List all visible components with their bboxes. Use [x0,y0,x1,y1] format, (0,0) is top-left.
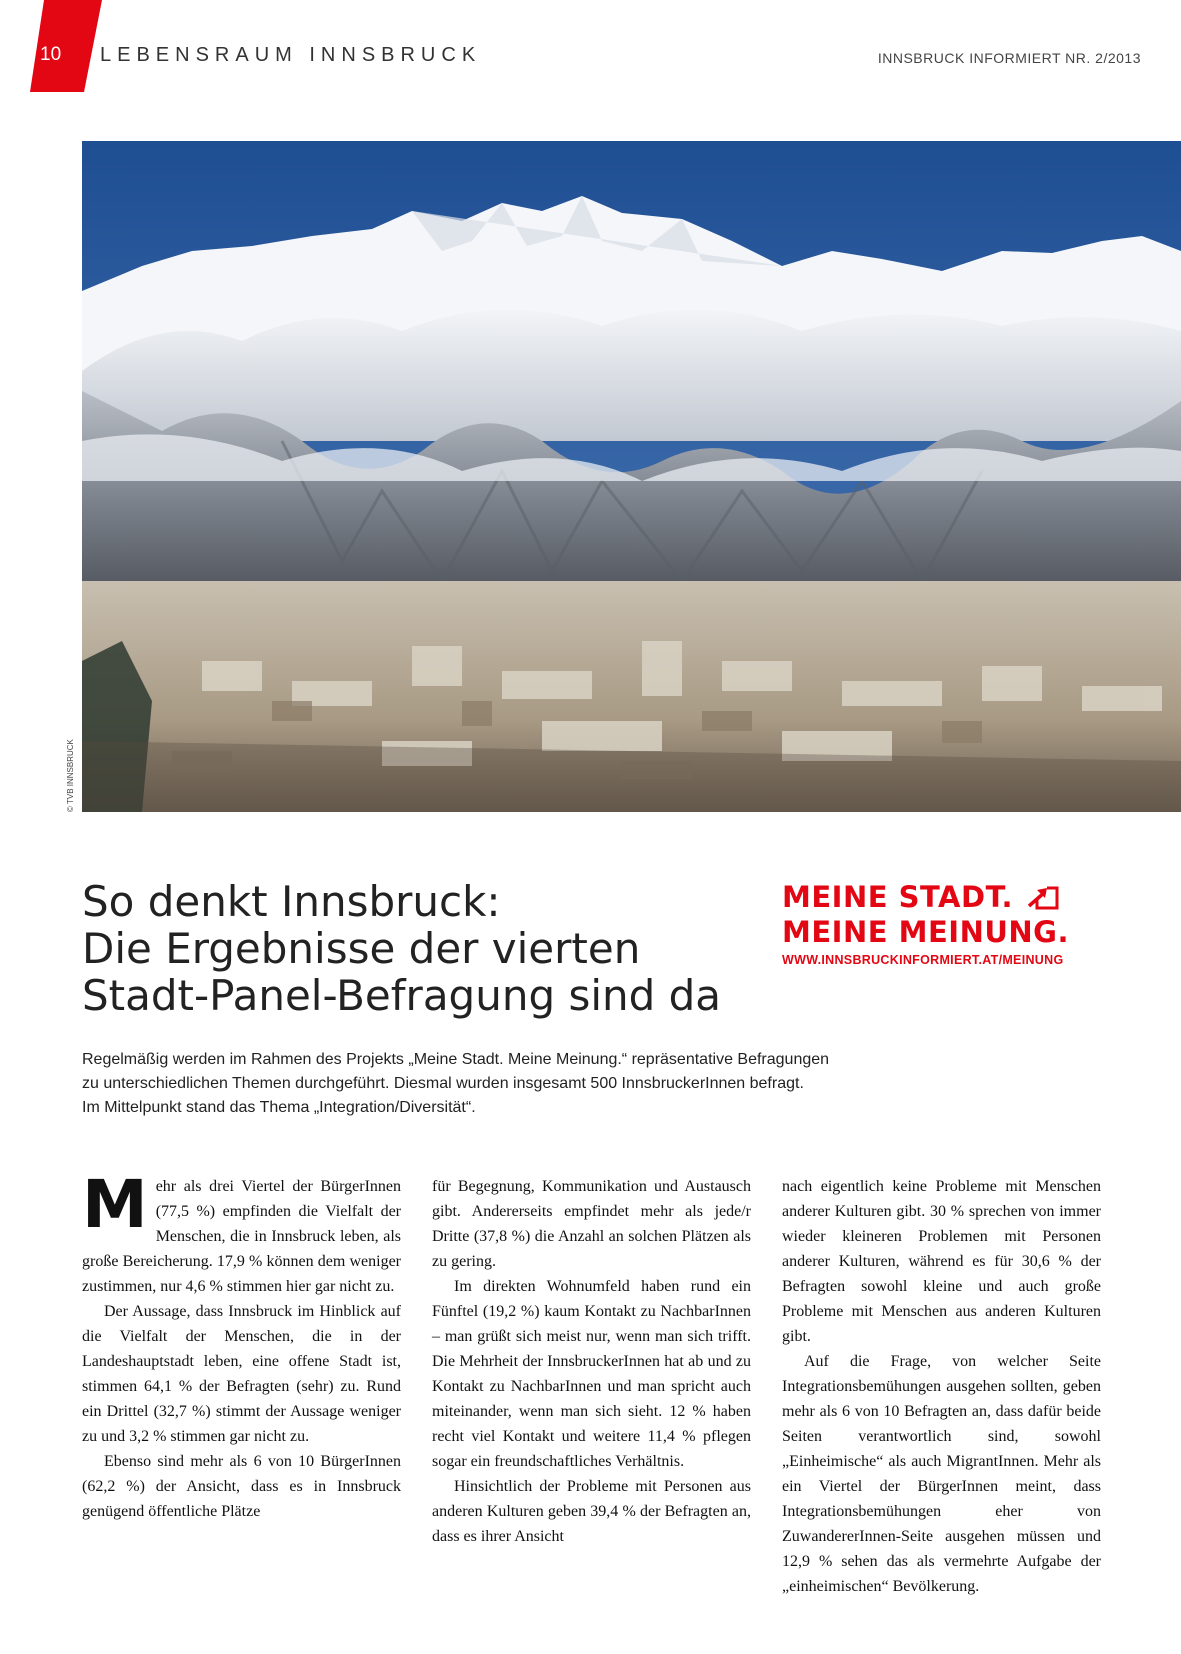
logo-url[interactable]: WWW.INNSBRUCKINFORMIERT.AT/MEINUNG [782,953,1064,967]
lead-line: Regelmäßig werden im Rahmen des Projekts „Meine Stadt. Meine Meinung.“ repräsentative Befragungen [82,1051,830,1068]
paragraph: Der Aussage, dass Innsbruck im Hinblick auf die Vielfalt der Menschen, die in der Landeshauptstadt leben, eine offene Stadt ist, stimmen 64,1 % der Befragten (sehr) zu. Rund ein Drittel (32,7 %) stimmt der Aussage weniger zu und 3,2 % stimmen gar nicht zu. [82,1303,401,1445]
page-number: 10 [40,44,62,65]
headline-line: Die Ergebnisse der vierten [82,924,641,973]
article-body [82,1166,1101,1599]
paragraph: Auf die Frage, von welcher Seite Integrationsbemühungen ausgehen sollten, geben mehr als 6 von 10 Befragten an, dass dafür beide Seiten verantwortlich sind, sowohl „Einheimische“ als auch MigrantInnen. Mehr als ein Viertel der BürgerInnen meint, dass Integrationsbemühungen eher von ZuwandererInnen-Seite ausgehen müssen und 12,9 % sehen das als vermehrte Aufgabe der „einheimischen“ Bevölkerung. [782,1353,1101,1595]
column-3 [782,1174,1101,1599]
logo-line-1-text: MEINE STADT. [782,880,1013,914]
column-1 [82,1166,401,1599]
lead-paragraph [82,1048,962,1120]
logo-line-2: MEINE MEINUNG. [782,915,1070,949]
issue-label: INNSBRUCK INFORMIERT NR. 2/2013 [877,50,1141,66]
paragraph [82,1166,401,1299]
arrow-box-icon [1025,884,1061,912]
paragraph: Hinsichtlich der Probleme mit Personen aus anderen Kulturen geben 39,4 % der Befragten an, dass es ihrer Ansicht [432,1478,751,1545]
section-label: LEBENSRAUM INNSBRUCK [100,44,482,66]
headline-line: So denkt Innsbruck: [82,877,501,926]
lead-line: Im Mittelpunkt stand das Thema „Integration/Diversität“. [82,1099,476,1116]
paragraph-text: ehr als drei Viertel der BürgerInnen (77,5 %) empfinden die Vielfalt der Menschen, die in Innsbruck leben, als große Bereicherung. 17,9 % können dem weniger zustimmen, nur 4,6 % stimmen hier gar nicht zu. [82,1178,401,1295]
photo-credit: © TVB INNSBRUCK [66,739,75,812]
headline-line: Stadt-Panel-Befragung sind da [82,971,722,1020]
drop-cap: M [82,1166,148,1243]
headline [82,878,782,1019]
innsbruck-panorama-photo [82,141,1181,812]
paragraph: Im direkten Wohnumfeld haben rund ein Fünftel (19,2 %) kaum Kontakt zu NachbarInnen – man grüßt sich meist nur, wenn man sich trifft. Die Mehrheit der InnsbruckerInnen hat ab und zu Kontakt zu NachbarInnen und man spricht auch miteinander, wenn man sich sieht. 12 % haben recht viel Kontakt und weitere 11,4 % pflegen sogar ein freundschaftliches Verhältnis. [432,1278,751,1470]
lead-line: zu unterschiedlichen Themen durchgeführt. Diesmal wurden insgesamt 500 InnsbruckerInnen befragt. [82,1075,804,1092]
column-2 [432,1174,751,1599]
paragraph: nach eigentlich keine Probleme mit Menschen anderer Kulturen gibt. 30 % sprechen von immer wieder kleineren Problemen mit Personen anderer Kulturen, während es für 30,6 % der Befragten sowohl kleine und auch große Probleme mit Menschen aus anderen Kulturen gibt. [782,1178,1101,1345]
logo-line-1 [782,880,1102,915]
meine-stadt-logo [782,880,1102,967]
paragraph: für Begegnung, Kommunikation und Austausch gibt. Andererseits empfindet mehr als jede/r Dritte (37,8 %) die Anzahl an solchen Plätzen als zu gering. [432,1178,751,1270]
paragraph: Ebenso sind mehr als 6 von 10 BürgerInnen (62,2 %) der Ansicht, dass es in Innsbruck genügend öffentliche Plätze [82,1453,401,1520]
